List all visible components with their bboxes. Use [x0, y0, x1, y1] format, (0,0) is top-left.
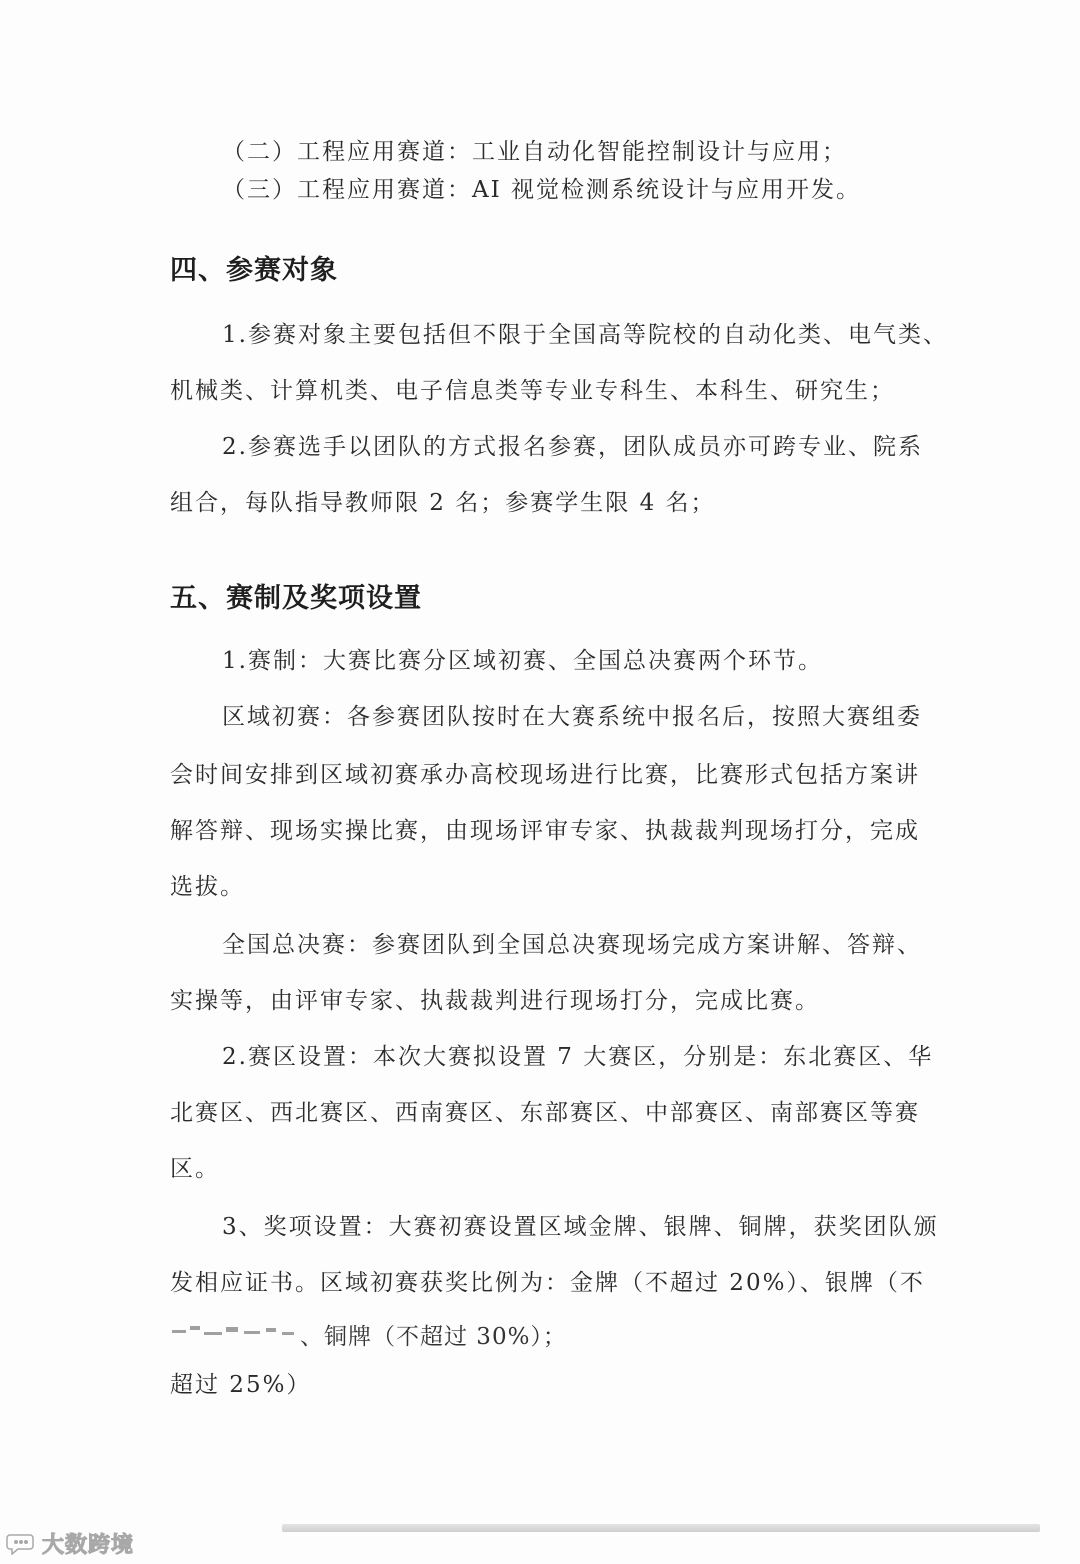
- paragraph-line: 2.参赛选手以团队的方式报名参赛，团队成员亦可跨专业、院系: [222, 434, 923, 460]
- section-heading-competition-format: 五、赛制及奖项设置: [170, 583, 422, 614]
- paragraph-line: 机械类、计算机类、电子信息类等专业专科生、本科生、研究生；: [170, 378, 895, 404]
- paragraph-line: 组合，每队指导教师限 2 名；参赛学生限 4 名；: [170, 490, 716, 516]
- speech-bubble-logo-icon: [6, 1531, 36, 1555]
- paragraph-line: 区域初赛：各参赛团队按时在大赛系统中报名后，按照大赛组委: [222, 704, 922, 730]
- paragraph-line: 发相应证书。区域初赛获奖比例为：金牌（不超过 20%）、银牌（不: [170, 1270, 925, 1296]
- track-item-3: （三）工程应用赛道：AI 视觉检测系统设计与应用开发。: [222, 177, 862, 203]
- paragraph-line: 选拔。: [170, 874, 245, 900]
- paragraph-line: 实操等，由评审专家、执裁裁判进行现场打分，完成比赛。: [170, 988, 820, 1014]
- paragraph-line: 1.参赛对象主要包括但不限于全国高等院校的自动化类、电气类、: [222, 322, 948, 348]
- paragraph-line: 1.赛制：大赛比赛分区域初赛、全国总决赛两个环节。: [222, 648, 823, 674]
- paragraph-line: 区。: [170, 1156, 220, 1182]
- paragraph-line: 会时间安排到区域初赛承办高校现场进行比赛，比赛形式包括方案讲: [170, 762, 920, 788]
- page-edge-strip: [282, 1524, 1040, 1532]
- paragraph-line: 北赛区、西北赛区、西南赛区、东部赛区、中部赛区、南部赛区等赛: [170, 1100, 920, 1126]
- paragraph-line: 2.赛区设置：本次大赛拟设置 7 大赛区，分别是：东北赛区、华: [222, 1044, 934, 1070]
- torn-line-fragment: 、铜牌（不超过 30%）；: [300, 1324, 567, 1350]
- paragraph-line: 3、奖项设置：大赛初赛设置区域金牌、银牌、铜牌，获奖团队颁: [222, 1214, 939, 1240]
- watermark-text: 大数跨境: [42, 1532, 135, 1558]
- track-item-2: （二）工程应用赛道：工业自动化智能控制设计与应用；: [222, 139, 847, 165]
- section-heading-participants: 四、参赛对象: [170, 255, 338, 286]
- paragraph-line: 超过 25%）: [170, 1372, 312, 1398]
- paragraph-line: 全国总决赛：参赛团队到全国总决赛现场完成方案讲解、答辩、: [222, 932, 922, 958]
- watermark: [6, 1528, 134, 1558]
- paragraph-line: 解答辩、现场实操比赛，由现场评审专家、执裁裁判现场打分，完成: [170, 818, 920, 844]
